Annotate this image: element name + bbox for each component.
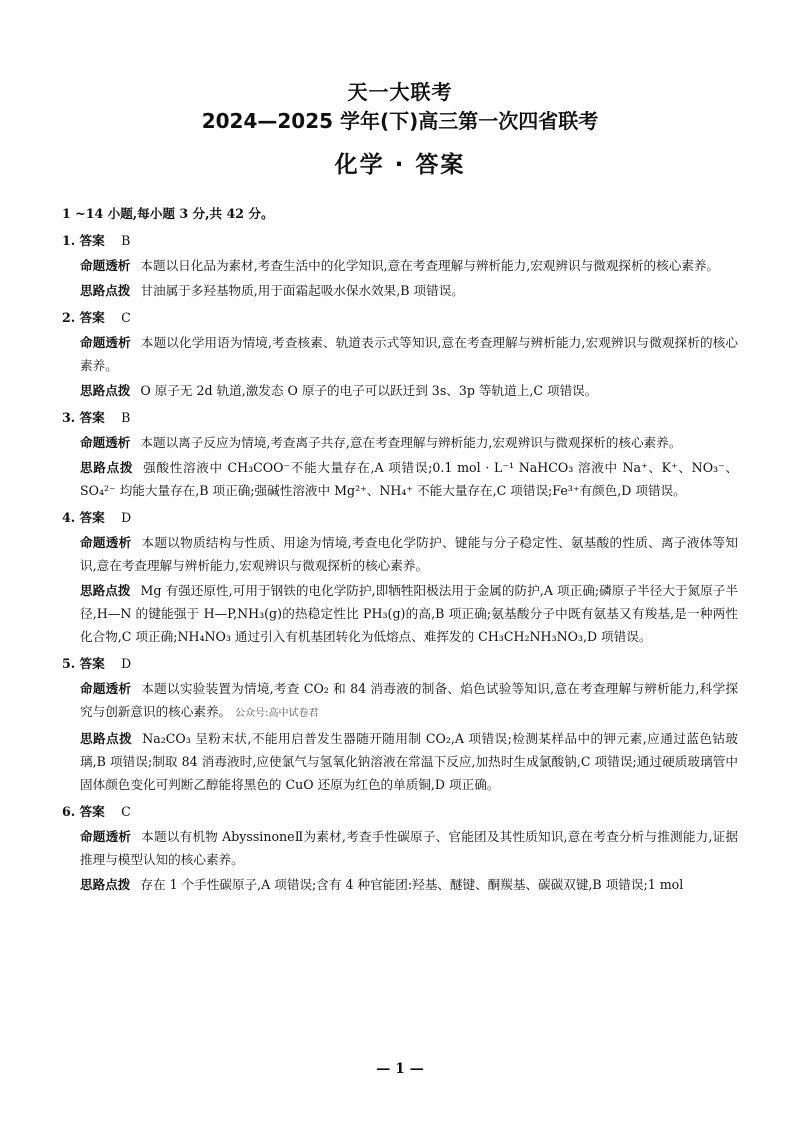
analysis-text: 本题以日化品为素材,考查生活中的化学知识,意在考查理解与辨析能力,宏观辨识与微观探析的核心素养。 (140, 258, 720, 273)
question-item (62, 652, 738, 796)
hint-text: O 原子无 2d 轨道,激发态 O 原子的电子可以跃迁到 3s、3p 等轨道上,C 项错误。 (140, 383, 598, 398)
analysis-row (62, 331, 738, 377)
answer-line (62, 306, 738, 329)
analysis-text: 本题以离子反应为情境,考查离子共存,意在考查理解与辨析能力,宏观辨识与微观探析的核心素养。 (140, 435, 682, 450)
question-list (62, 229, 738, 896)
analysis-row (62, 431, 738, 454)
answer-letter: D (121, 510, 132, 525)
answer-label: 答案 (79, 233, 105, 248)
scoring-intro: 1 ~14 小题,每小题 3 分,共 42 分。 (62, 206, 274, 221)
question-number: 5. (62, 656, 76, 671)
watermark-text: 公众号:高中试卷君 (235, 708, 319, 719)
question-item (62, 506, 738, 648)
answer-letter: C (121, 310, 131, 325)
answer-line (62, 652, 738, 675)
answer-label: 答案 (79, 656, 105, 671)
analysis-label: 命题透析 (80, 829, 132, 844)
hint-text: 存在 1 个手性碳原子,A 项错误;含有 4 种官能团:羟基、醚键、酮羰基、碳碳双键,B 项错误;1 mol (140, 877, 684, 892)
answer-line (62, 506, 738, 529)
answer-line (62, 406, 738, 429)
answer-letter: B (121, 233, 131, 248)
page-header (62, 0, 738, 182)
hint-text: 甘油属于多羟基物质,用于面霜起吸水保水效果,B 项错误。 (140, 283, 464, 298)
analysis-row (62, 825, 738, 871)
hint-label: 思路点拨 (80, 460, 134, 475)
answer-label: 答案 (79, 510, 105, 525)
exam-org-title: 天一大联考 (347, 80, 453, 104)
hint-row (62, 379, 738, 402)
answer-line (62, 800, 738, 823)
hint-row (62, 727, 738, 796)
analysis-label: 命题透析 (80, 258, 131, 273)
analysis-row (62, 677, 738, 725)
hint-text: Mg 有强还原性,可用于钢铁的电化学防护,即牺牲阳极法用于金属的防护,A 项正确;磷原子半径大于氮原子半径,H—N 的键能强于 H—P,NH₃(g)的热稳定性比 PH₃(g)的高,B 项正确;氨基酸分子中既有氨基又有羧基,是一种两性化合物,C 项正确;NH₄NO₃ 通过引入有机基团转化为低熔点、难挥发的 CH₃CH₂NH₃NO₃,D 项错误。 (80, 583, 738, 644)
question-number: 6. (62, 804, 76, 819)
analysis-text: 本题以有机物 AbyssinoneⅡ为素材,考查手性碳原子、官能团及其性质知识,意在考查分析与推测能力,证据推理与模型认知的核心素养。 (80, 829, 739, 867)
hint-row (62, 579, 738, 648)
analysis-text: 本题以实验装置为情境,考查 CO₂ 和 84 消毒液的制备、焰色试验等知识,意在考查理解与辨析能力,科学探究与创新意识的核心素养。 (80, 681, 739, 719)
analysis-label: 命题透析 (80, 435, 131, 450)
analysis-label: 命题透析 (80, 681, 132, 696)
analysis-label: 命题透析 (80, 535, 132, 550)
exam-session-title: 2024—2025 学年(下)高三第一次四省联考 (201, 109, 599, 133)
answer-label: 答案 (79, 410, 105, 425)
hint-label: 思路点拨 (80, 383, 131, 398)
answer-body (62, 202, 738, 896)
analysis-label: 命题透析 (80, 335, 131, 350)
answer-label: 答案 (79, 804, 105, 819)
hint-text: Na₂CO₃ 呈粉末状,不能用启普发生器随开随用制 CO₂,A 项错误;检测某样品中的钾元素,应通过蓝色钴玻璃,B 项错误;制取 84 消毒液时,应使氯气与氢氧化钠溶液在常温下反应,加热时生成氯酸钠,C 项错误;通过硬质玻璃管中固体颜色变化可判断乙醇能将黑色的 CuO 还原为红色的单质铜,D 项正确。 (80, 731, 739, 792)
page-number: — 1 — (376, 1061, 424, 1077)
analysis-text: 本题以化学用语为情境,考查核素、轨道表示式等知识,意在考查理解与辨析能力,宏观辨识与微观探析的核心素养。 (80, 335, 738, 373)
analysis-row (62, 254, 738, 277)
answer-label: 答案 (79, 310, 105, 325)
hint-label: 思路点拨 (80, 583, 131, 598)
question-item (62, 306, 738, 402)
hint-text: 强酸性溶液中 CH₃COO⁻不能大量存在,A 项错误;0.1 mol · L⁻¹ NaHCO₃ 溶液中 Na⁺、K⁺、NO₃⁻、SO₄²⁻ 均能大量存在,B 项正确;强碱性溶液中 Mg²⁺、NH₄⁺ 不能大量存在,C 项错误;Fe³⁺有颜色,D 项错误。 (80, 460, 738, 498)
answer-letter: B (121, 410, 131, 425)
question-item (62, 800, 738, 896)
question-item (62, 406, 738, 502)
hint-label: 思路点拨 (80, 283, 131, 298)
answer-letter: D (121, 656, 132, 671)
question-number: 3. (62, 410, 76, 425)
question-item (62, 229, 738, 302)
question-number: 2. (62, 310, 76, 325)
subject-title: 化学 · 答案 (334, 152, 466, 178)
hint-row (62, 873, 738, 896)
answer-letter: C (121, 804, 131, 819)
question-number: 1. (62, 233, 76, 248)
analysis-row (62, 531, 738, 577)
question-number: 4. (62, 510, 76, 525)
hint-row (62, 456, 738, 502)
hint-label: 思路点拨 (80, 877, 131, 892)
hint-label: 思路点拨 (80, 731, 133, 746)
analysis-text: 本题以物质结构与性质、用途为情境,考查电化学防护、键能与分子稳定性、氨基酸的性质、离子液体等知识,意在考查理解与辨析能力,宏观辨识与微观探析的核心素养。 (80, 535, 739, 573)
answer-line (62, 229, 738, 252)
hint-row (62, 279, 738, 302)
